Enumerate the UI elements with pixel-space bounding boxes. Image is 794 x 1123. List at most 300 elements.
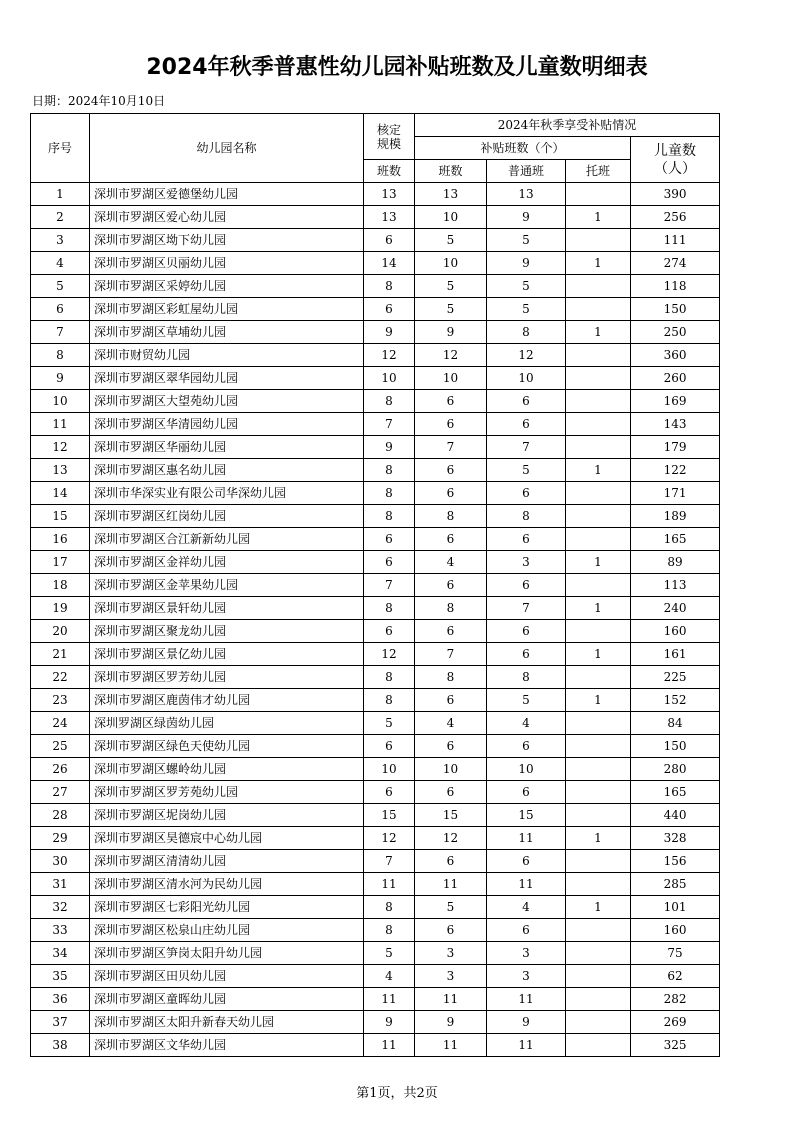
cell-name: 深圳市罗湖区爱心幼儿园: [90, 206, 364, 229]
cell-regular: 6: [487, 574, 566, 597]
cell-approved-classes: 6: [364, 620, 415, 643]
cell-name: 深圳市罗湖区华丽幼儿园: [90, 436, 364, 459]
cell-regular: 13: [487, 183, 566, 206]
cell-nursery: [566, 804, 631, 827]
cell-regular: 6: [487, 735, 566, 758]
cell-name: 深圳市罗湖区惠名幼儿园: [90, 459, 364, 482]
cell-children: 189: [631, 505, 720, 528]
cell-classes: 6: [415, 528, 487, 551]
cell-regular: 6: [487, 482, 566, 505]
table-row: [31, 367, 720, 390]
header-classes: 班数: [415, 160, 487, 183]
cell-classes: 8: [415, 666, 487, 689]
table-row: [31, 183, 720, 206]
cell-name: 深圳市罗湖区童晖幼儿园: [90, 988, 364, 1011]
cell-nursery: 1: [566, 459, 631, 482]
cell-children: 62: [631, 965, 720, 988]
cell-name: 深圳市财贸幼儿园: [90, 344, 364, 367]
cell-approved-classes: 8: [364, 275, 415, 298]
cell-seq: 12: [31, 436, 90, 459]
cell-nursery: [566, 666, 631, 689]
cell-classes: 7: [415, 643, 487, 666]
cell-regular: 3: [487, 551, 566, 574]
cell-children: 285: [631, 873, 720, 896]
cell-children: 360: [631, 344, 720, 367]
cell-nursery: [566, 275, 631, 298]
cell-approved-classes: 6: [364, 298, 415, 321]
table-row: [31, 252, 720, 275]
cell-nursery: 1: [566, 321, 631, 344]
cell-seq: 32: [31, 896, 90, 919]
cell-classes: 6: [415, 850, 487, 873]
cell-nursery: [566, 712, 631, 735]
report-date: 日期：2024年10月10日: [32, 94, 166, 108]
cell-children: 169: [631, 390, 720, 413]
cell-name: 深圳市罗湖区景亿幼儿园: [90, 643, 364, 666]
header-regular: 普通班: [487, 160, 566, 183]
cell-children: 240: [631, 597, 720, 620]
cell-seq: 27: [31, 781, 90, 804]
cell-regular: 6: [487, 390, 566, 413]
cell-regular: 4: [487, 712, 566, 735]
cell-seq: 33: [31, 919, 90, 942]
table-row: [31, 873, 720, 896]
cell-children: 75: [631, 942, 720, 965]
cell-seq: 10: [31, 390, 90, 413]
cell-regular: 11: [487, 1034, 566, 1057]
cell-nursery: [566, 413, 631, 436]
cell-name: 深圳市罗湖区清水河为民幼儿园: [90, 873, 364, 896]
cell-approved-classes: 9: [364, 321, 415, 344]
cell-name: 深圳市罗湖区罗芳苑幼儿园: [90, 781, 364, 804]
cell-name: 深圳市罗湖区七彩阳光幼儿园: [90, 896, 364, 919]
cell-regular: 8: [487, 505, 566, 528]
cell-children: 165: [631, 528, 720, 551]
cell-classes: 5: [415, 275, 487, 298]
cell-nursery: 1: [566, 896, 631, 919]
cell-classes: 8: [415, 597, 487, 620]
cell-nursery: [566, 436, 631, 459]
table-row: [31, 896, 720, 919]
cell-name: 深圳市罗湖区草埔幼儿园: [90, 321, 364, 344]
cell-regular: 3: [487, 965, 566, 988]
cell-seq: 13: [31, 459, 90, 482]
cell-name: 深圳市罗湖区爱德堡幼儿园: [90, 183, 364, 206]
cell-approved-classes: 12: [364, 827, 415, 850]
cell-nursery: [566, 482, 631, 505]
cell-children: 250: [631, 321, 720, 344]
cell-nursery: [566, 781, 631, 804]
cell-name: 深圳市罗湖区金苹果幼儿园: [90, 574, 364, 597]
cell-classes: 6: [415, 781, 487, 804]
cell-regular: 6: [487, 643, 566, 666]
table-row: [31, 689, 720, 712]
cell-nursery: [566, 850, 631, 873]
cell-seq: 2: [31, 206, 90, 229]
cell-approved-classes: 6: [364, 528, 415, 551]
cell-approved-classes: 9: [364, 1011, 415, 1034]
subsidy-table: [30, 113, 720, 1057]
table-row: [31, 850, 720, 873]
cell-nursery: 1: [566, 252, 631, 275]
cell-seq: 35: [31, 965, 90, 988]
cell-approved-classes: 8: [364, 666, 415, 689]
cell-regular: 11: [487, 827, 566, 850]
cell-name: 深圳市罗湖区昊德宸中心幼儿园: [90, 827, 364, 850]
cell-approved-classes: 8: [364, 689, 415, 712]
cell-nursery: [566, 505, 631, 528]
cell-approved-classes: 13: [364, 206, 415, 229]
cell-nursery: [566, 965, 631, 988]
cell-name: 深圳市华深实业有限公司华深幼儿园: [90, 482, 364, 505]
table-row: [31, 298, 720, 321]
cell-children: 161: [631, 643, 720, 666]
cell-nursery: [566, 229, 631, 252]
table-row: [31, 206, 720, 229]
cell-regular: 9: [487, 1011, 566, 1034]
cell-children: 150: [631, 298, 720, 321]
header-subsidy-classes: 补贴班数（个）: [415, 137, 631, 160]
table-row: [31, 988, 720, 1011]
cell-seq: 26: [31, 758, 90, 781]
cell-seq: 25: [31, 735, 90, 758]
cell-classes: 9: [415, 1011, 487, 1034]
table-row: [31, 528, 720, 551]
cell-regular: 6: [487, 413, 566, 436]
cell-regular: 6: [487, 919, 566, 942]
cell-name: 深圳市罗湖区松泉山庄幼儿园: [90, 919, 364, 942]
cell-classes: 4: [415, 712, 487, 735]
cell-seq: 37: [31, 1011, 90, 1034]
cell-name: 深圳市罗湖区大望苑幼儿园: [90, 390, 364, 413]
cell-approved-classes: 8: [364, 459, 415, 482]
cell-nursery: [566, 873, 631, 896]
table-row: [31, 482, 720, 505]
cell-approved-classes: 9: [364, 436, 415, 459]
cell-regular: 6: [487, 781, 566, 804]
cell-children: 156: [631, 850, 720, 873]
cell-seq: 29: [31, 827, 90, 850]
cell-children: 179: [631, 436, 720, 459]
cell-name: 深圳市罗湖区坭岗幼儿园: [90, 804, 364, 827]
cell-approved-classes: 12: [364, 344, 415, 367]
header-approved-scale-text: 核定规模: [376, 122, 401, 151]
header-name: 幼儿园名称: [90, 114, 364, 183]
cell-nursery: [566, 574, 631, 597]
cell-children: 274: [631, 252, 720, 275]
cell-regular: 5: [487, 689, 566, 712]
cell-seq: 15: [31, 505, 90, 528]
cell-classes: 6: [415, 620, 487, 643]
table-row: [31, 344, 720, 367]
cell-seq: 38: [31, 1034, 90, 1057]
cell-seq: 9: [31, 367, 90, 390]
cell-approved-classes: 8: [364, 482, 415, 505]
cell-seq: 28: [31, 804, 90, 827]
table-row: [31, 321, 720, 344]
cell-children: 143: [631, 413, 720, 436]
cell-children: 256: [631, 206, 720, 229]
cell-nursery: 1: [566, 827, 631, 850]
cell-nursery: [566, 1011, 631, 1034]
cell-seq: 22: [31, 666, 90, 689]
cell-classes: 6: [415, 919, 487, 942]
header-subsidy-group: 2024年秋季享受补贴情况: [415, 114, 720, 137]
cell-nursery: [566, 758, 631, 781]
cell-children: 118: [631, 275, 720, 298]
cell-nursery: 1: [566, 551, 631, 574]
cell-nursery: 1: [566, 643, 631, 666]
table-row: [31, 413, 720, 436]
cell-seq: 4: [31, 252, 90, 275]
cell-seq: 24: [31, 712, 90, 735]
cell-nursery: [566, 528, 631, 551]
cell-regular: 7: [487, 597, 566, 620]
cell-name: 深圳市罗湖区田贝幼儿园: [90, 965, 364, 988]
cell-classes: 3: [415, 965, 487, 988]
table-row: [31, 459, 720, 482]
table-row: [31, 275, 720, 298]
cell-approved-classes: 5: [364, 712, 415, 735]
page-footer: 第1页，共2页: [356, 1086, 438, 1101]
cell-nursery: [566, 942, 631, 965]
cell-name: 深圳市罗湖区清清幼儿园: [90, 850, 364, 873]
cell-name: 深圳市罗湖区太阳升新春天幼儿园: [90, 1011, 364, 1034]
cell-children: 101: [631, 896, 720, 919]
cell-seq: 30: [31, 850, 90, 873]
cell-name: 深圳市罗湖区坳下幼儿园: [90, 229, 364, 252]
cell-approved-classes: 15: [364, 804, 415, 827]
cell-classes: 10: [415, 206, 487, 229]
cell-name: 深圳市罗湖区鹿茵伟才幼儿园: [90, 689, 364, 712]
cell-name: 深圳市罗湖区采婷幼儿园: [90, 275, 364, 298]
table-row: [31, 551, 720, 574]
cell-seq: 11: [31, 413, 90, 436]
cell-regular: 4: [487, 896, 566, 919]
cell-seq: 34: [31, 942, 90, 965]
cell-classes: 6: [415, 482, 487, 505]
cell-classes: 3: [415, 942, 487, 965]
cell-regular: 5: [487, 229, 566, 252]
cell-regular: 5: [487, 459, 566, 482]
cell-approved-classes: 11: [364, 873, 415, 896]
cell-seq: 3: [31, 229, 90, 252]
table-row: [31, 390, 720, 413]
cell-approved-classes: 7: [364, 850, 415, 873]
table-row: [31, 574, 720, 597]
header-approved-scale: [364, 114, 415, 160]
table-row: [31, 758, 720, 781]
cell-approved-classes: 10: [364, 367, 415, 390]
cell-approved-classes: 8: [364, 896, 415, 919]
cell-regular: 9: [487, 252, 566, 275]
cell-name: 深圳罗湖区绿茵幼儿园: [90, 712, 364, 735]
cell-classes: 11: [415, 873, 487, 896]
header-row-1: [31, 114, 720, 137]
cell-children: 328: [631, 827, 720, 850]
table-row: [31, 643, 720, 666]
table-row: [31, 505, 720, 528]
cell-regular: 11: [487, 873, 566, 896]
cell-name: 深圳市罗湖区罗芳幼儿园: [90, 666, 364, 689]
cell-approved-classes: 6: [364, 735, 415, 758]
table-row: [31, 436, 720, 459]
cell-classes: 8: [415, 505, 487, 528]
cell-nursery: [566, 183, 631, 206]
cell-children: 325: [631, 1034, 720, 1057]
cell-children: 440: [631, 804, 720, 827]
cell-name: 深圳市罗湖区彩虹屋幼儿园: [90, 298, 364, 321]
cell-regular: 6: [487, 850, 566, 873]
cell-regular: 9: [487, 206, 566, 229]
cell-children: 160: [631, 620, 720, 643]
cell-approved-classes: 6: [364, 229, 415, 252]
header-nursery: 托班: [566, 160, 631, 183]
cell-name: 深圳市罗湖区笋岗太阳升幼儿园: [90, 942, 364, 965]
cell-regular: 8: [487, 666, 566, 689]
cell-approved-classes: 6: [364, 781, 415, 804]
cell-approved-classes: 4: [364, 965, 415, 988]
cell-children: 113: [631, 574, 720, 597]
cell-seq: 21: [31, 643, 90, 666]
header-children: [631, 137, 720, 183]
cell-children: 269: [631, 1011, 720, 1034]
table-row: [31, 781, 720, 804]
cell-name: 深圳市罗湖区金祥幼儿园: [90, 551, 364, 574]
cell-regular: 11: [487, 988, 566, 1011]
cell-classes: 6: [415, 413, 487, 436]
cell-children: 280: [631, 758, 720, 781]
cell-classes: 10: [415, 367, 487, 390]
cell-name: 深圳市罗湖区合江新新幼儿园: [90, 528, 364, 551]
cell-seq: 8: [31, 344, 90, 367]
cell-children: 89: [631, 551, 720, 574]
cell-nursery: 1: [566, 597, 631, 620]
table-row: [31, 229, 720, 252]
header-seq: 序号: [31, 114, 90, 183]
cell-seq: 5: [31, 275, 90, 298]
cell-nursery: [566, 367, 631, 390]
cell-children: 111: [631, 229, 720, 252]
cell-children: 160: [631, 919, 720, 942]
cell-classes: 6: [415, 459, 487, 482]
cell-approved-classes: 13: [364, 183, 415, 206]
cell-approved-classes: 8: [364, 390, 415, 413]
cell-nursery: 1: [566, 206, 631, 229]
table-row: [31, 712, 720, 735]
cell-nursery: [566, 344, 631, 367]
cell-children: 122: [631, 459, 720, 482]
table-row: [31, 942, 720, 965]
cell-regular: 5: [487, 298, 566, 321]
cell-approved-classes: 6: [364, 551, 415, 574]
table-row: [31, 735, 720, 758]
cell-classes: 6: [415, 689, 487, 712]
cell-nursery: [566, 390, 631, 413]
cell-children: 150: [631, 735, 720, 758]
cell-name: 深圳市罗湖区贝丽幼儿园: [90, 252, 364, 275]
cell-approved-classes: 11: [364, 1034, 415, 1057]
header-approved-classes: 班数: [364, 160, 415, 183]
cell-classes: 12: [415, 827, 487, 850]
cell-name: 深圳市罗湖区华清园幼儿园: [90, 413, 364, 436]
cell-classes: 6: [415, 390, 487, 413]
cell-children: 225: [631, 666, 720, 689]
cell-name: 深圳市罗湖区绿色天使幼儿园: [90, 735, 364, 758]
cell-classes: 10: [415, 252, 487, 275]
table-row: [31, 919, 720, 942]
cell-approved-classes: 8: [364, 505, 415, 528]
cell-seq: 31: [31, 873, 90, 896]
cell-regular: 10: [487, 758, 566, 781]
cell-nursery: [566, 735, 631, 758]
cell-classes: 6: [415, 574, 487, 597]
cell-nursery: [566, 620, 631, 643]
cell-approved-classes: 10: [364, 758, 415, 781]
cell-regular: 3: [487, 942, 566, 965]
cell-classes: 10: [415, 758, 487, 781]
cell-approved-classes: 11: [364, 988, 415, 1011]
table-row: [31, 597, 720, 620]
table-row: [31, 965, 720, 988]
cell-regular: 5: [487, 275, 566, 298]
cell-seq: 18: [31, 574, 90, 597]
cell-nursery: [566, 298, 631, 321]
cell-seq: 16: [31, 528, 90, 551]
cell-name: 深圳市罗湖区螺岭幼儿园: [90, 758, 364, 781]
cell-children: 390: [631, 183, 720, 206]
cell-approved-classes: 12: [364, 643, 415, 666]
cell-classes: 5: [415, 896, 487, 919]
cell-children: 152: [631, 689, 720, 712]
cell-approved-classes: 7: [364, 413, 415, 436]
cell-approved-classes: 7: [364, 574, 415, 597]
cell-seq: 7: [31, 321, 90, 344]
table-row: [31, 1011, 720, 1034]
table-row: [31, 1034, 720, 1057]
cell-approved-classes: 5: [364, 942, 415, 965]
cell-seq: 6: [31, 298, 90, 321]
cell-regular: 7: [487, 436, 566, 459]
cell-name: 深圳市罗湖区翠华园幼儿园: [90, 367, 364, 390]
cell-nursery: [566, 919, 631, 942]
cell-classes: 13: [415, 183, 487, 206]
cell-regular: 15: [487, 804, 566, 827]
cell-classes: 6: [415, 735, 487, 758]
cell-classes: 12: [415, 344, 487, 367]
table-row: [31, 666, 720, 689]
cell-approved-classes: 14: [364, 252, 415, 275]
cell-name: 深圳市罗湖区红岗幼儿园: [90, 505, 364, 528]
cell-children: 171: [631, 482, 720, 505]
cell-seq: 19: [31, 597, 90, 620]
cell-seq: 23: [31, 689, 90, 712]
page-title: 2024年秋季普惠性幼儿园补贴班数及儿童数明细表: [146, 55, 648, 80]
cell-classes: 5: [415, 229, 487, 252]
cell-regular: 12: [487, 344, 566, 367]
cell-classes: 7: [415, 436, 487, 459]
cell-nursery: 1: [566, 689, 631, 712]
cell-classes: 15: [415, 804, 487, 827]
cell-name: 深圳市罗湖区聚龙幼儿园: [90, 620, 364, 643]
cell-classes: 4: [415, 551, 487, 574]
cell-classes: 11: [415, 988, 487, 1011]
cell-classes: 9: [415, 321, 487, 344]
cell-seq: 17: [31, 551, 90, 574]
cell-children: 260: [631, 367, 720, 390]
cell-seq: 20: [31, 620, 90, 643]
cell-regular: 8: [487, 321, 566, 344]
